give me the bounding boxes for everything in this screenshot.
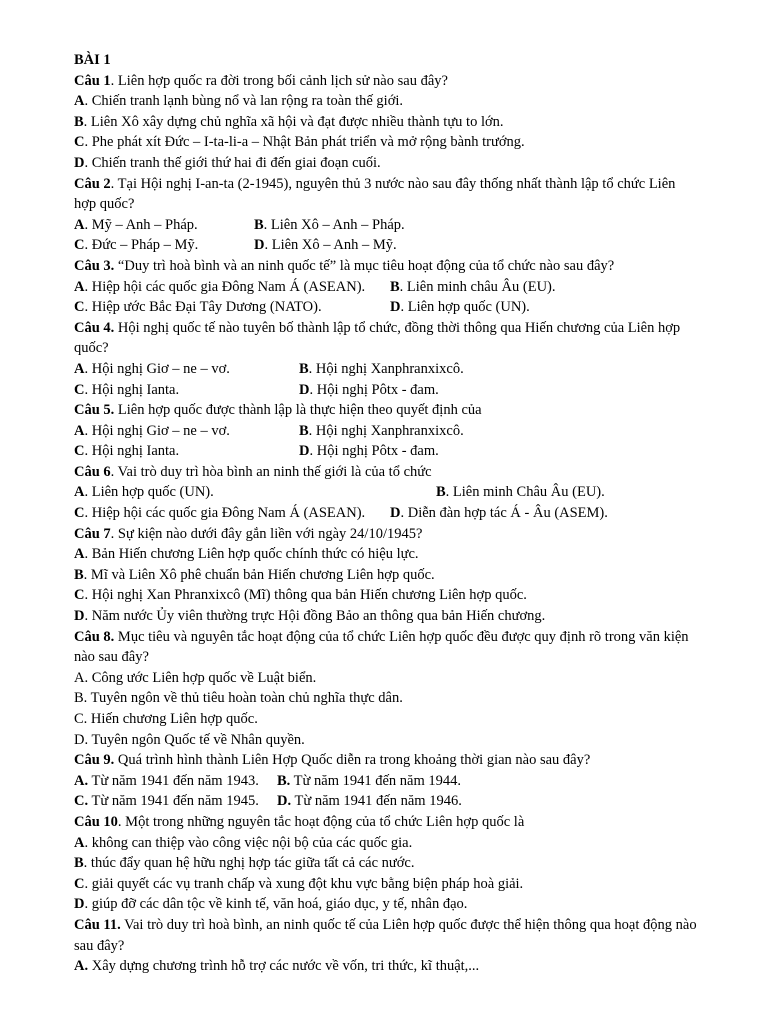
document-content: [74, 50, 734, 977]
question-9: Câu 9. Quá trình hình thành Liên Hợp Quốc diễn ra trong khoảng thời gian nào sau đây?: [74, 752, 591, 769]
answer-c: C. Hiệp ước Bắc Đại Tây Dương (NATO).: [74, 299, 322, 316]
question-4: Câu 4. Hội nghị quốc tế nào tuyên bố thành lập tổ chức, đồng thời thông qua Hiến chương của Liên hợp: [74, 319, 681, 336]
answer-d: D. Hội nghị Pôtx - đam.: [299, 381, 439, 398]
answer-b: B. Liên Xô xây dựng chủ nghĩa xã hội và đạt được nhiều thành tựu to lớn.: [74, 113, 504, 130]
answer-a: A. Liên hợp quốc (UN).: [74, 484, 214, 501]
answer-c: C. Hiến chương Liên hợp quốc.: [74, 711, 258, 727]
answer-a: A. không can thiệp vào công việc nội bộ của các quốc gia.: [74, 834, 413, 851]
question-4-cont: quốc?: [74, 340, 109, 357]
answer-d: D. Từ năm 1941 đến năm 1946.: [277, 793, 462, 810]
answers-cd: [74, 503, 734, 524]
answer-c: C. Hội nghị Xan Phranxixcô (Mĩ) thông qua bản Hiến chương Liên hợp quốc.: [74, 587, 527, 604]
answer-a: A. Chiến tranh lạnh bùng nổ và lan rộng ra toàn thế giới.: [74, 93, 404, 110]
question-7: Câu 7. Sự kiện nào dưới đây gắn liền với ngày 24/10/1945?: [74, 525, 423, 542]
answer-b: B. Liên minh châu Âu (EU).: [390, 278, 556, 295]
answer-a: A. Hiệp hội các quốc gia Đông Nam Á (ASEAN).: [74, 278, 366, 295]
answer-b: B. Mĩ và Liên Xô phê chuẩn bản Hiến chương Liên hợp quốc.: [74, 566, 435, 583]
question-3: Câu 3. “Duy trì hoà bình và an ninh quốc tế” là mục tiêu hoạt động của tổ chức nào sau đây?: [74, 257, 615, 274]
answer-a: A. Xây dựng chương trình hỗ trợ các nước về vốn, tri thức, kĩ thuật,...: [74, 958, 480, 975]
answers-ab: [74, 771, 734, 792]
question-5: Câu 5. Liên hợp quốc được thành lập là thực hiện theo quyết định của: [74, 402, 482, 419]
answers-cd: [74, 235, 734, 256]
question-6: Câu 6. Vai trò duy trì hòa bình an ninh thế giới là của tổ chức: [74, 463, 432, 480]
answers-cd: [74, 791, 734, 812]
answer-b: B. Từ năm 1941 đến năm 1944.: [277, 772, 462, 789]
answer-a: A. Công ước Liên hợp quốc về Luật biển.: [74, 669, 317, 686]
answer-a: A. Bản Hiến chương Liên hợp quốc chính thức có hiệu lực.: [74, 546, 419, 563]
answers-ab: [74, 215, 734, 236]
question-8: Câu 8. Mục tiêu và nguyên tắc hoạt động của tổ chức Liên hợp quốc đều được quy định rõ trong văn kiện: [74, 628, 689, 645]
answers-cd: [74, 441, 734, 462]
answer-b: B. Liên Xô – Anh – Pháp.: [254, 216, 405, 233]
answer-d: D. Chiến tranh thế giới thứ hai đi đến giai đoạn cuối.: [74, 154, 381, 171]
answer-a: A. Mỹ – Anh – Pháp.: [74, 216, 198, 233]
answers-ab: [74, 359, 734, 380]
answer-a: A. Hội nghị Giơ – ne – vơ.: [74, 422, 230, 439]
answer-b: B. Liên minh Châu Âu (EU).: [436, 484, 605, 501]
answer-d: D. Năm nước Ủy viên thường trực Hội đồng Bảo an thông qua bản Hiến chương.: [74, 608, 546, 625]
answer-d: D. Liên hợp quốc (UN).: [390, 299, 530, 316]
question-label: Câu 1: [74, 72, 111, 89]
question-11-cont: sau đây?: [74, 937, 125, 954]
question-text: . Liên hợp quốc ra đời trong bối cảnh lịch sử nào sau đây?: [110, 72, 448, 89]
question-10: Câu 10. Một trong những nguyên tắc hoạt động của tổ chức Liên hợp quốc là: [74, 813, 525, 830]
answers-ab: [74, 277, 734, 298]
lesson-title: BÀI 1: [74, 52, 111, 68]
answer-c: C. Phe phát xít Đức – I-ta-li-a – Nhật Bản phát triển và mở rộng bành trướng.: [74, 134, 525, 151]
question-1: [74, 71, 734, 92]
answer-c: C. Hội nghị Ianta.: [74, 381, 180, 398]
answer-b: B. Hội nghị Xanphranxixcô.: [299, 360, 464, 377]
answer-b: B. Tuyên ngôn về thủ tiêu hoàn toàn chủ nghĩa thực dân.: [74, 690, 403, 707]
question-2: Câu 2. Tại Hội nghị I-an-ta (2-1945), nguyên thủ 3 nước nào sau đây thống nhất thành lập tổ chức Liên: [74, 175, 676, 192]
answer-b: B. thúc đẩy quan hệ hữu nghị hợp tác giữa tất cả các nước.: [74, 855, 415, 872]
answers-ab: [74, 421, 734, 442]
answer-d: D. giúp đỡ các dân tộc về kinh tế, văn hoá, giáo dục, y tế, nhân đạo.: [74, 896, 468, 913]
answer-d: D. Hội nghị Pôtx - đam.: [299, 443, 439, 460]
answer-b: B. Hội nghị Xanphranxixcô.: [299, 422, 464, 439]
question-8-cont: nào sau đây?: [74, 649, 149, 666]
answers-cd: [74, 380, 734, 401]
question-11: Câu 11. Vai trò duy trì hoà bình, an ninh quốc tế của Liên hợp quốc được thể hiện thông qua hoạt động nào: [74, 916, 697, 933]
answer-d: D. Liên Xô – Anh – Mỹ.: [254, 237, 397, 254]
answer-a: A. Hội nghị Giơ – ne – vơ.: [74, 360, 230, 377]
answer-d: D. Diễn đàn hợp tác Á - Âu (ASEM).: [390, 505, 608, 522]
answers-cd: [74, 297, 734, 318]
answer-c: C. giải quyết các vụ tranh chấp và xung đột khu vực bằng biện pháp hoà giải.: [74, 875, 524, 892]
answers-ab: [74, 482, 734, 503]
answer-c: C. Hội nghị Ianta.: [74, 443, 180, 460]
answer-c: C. Từ năm 1941 đến năm 1945.: [74, 793, 259, 810]
answer-a: A. Từ năm 1941 đến năm 1943.: [74, 772, 259, 789]
answer-c: C. Đức – Pháp – Mỹ.: [74, 237, 199, 254]
answer-c: C. Hiệp hội các quốc gia Đông Nam Á (ASEAN).: [74, 505, 366, 522]
question-2-cont: hợp quốc?: [74, 196, 135, 213]
answer-d: D. Tuyên ngôn Quốc tế về Nhân quyền.: [74, 731, 305, 748]
